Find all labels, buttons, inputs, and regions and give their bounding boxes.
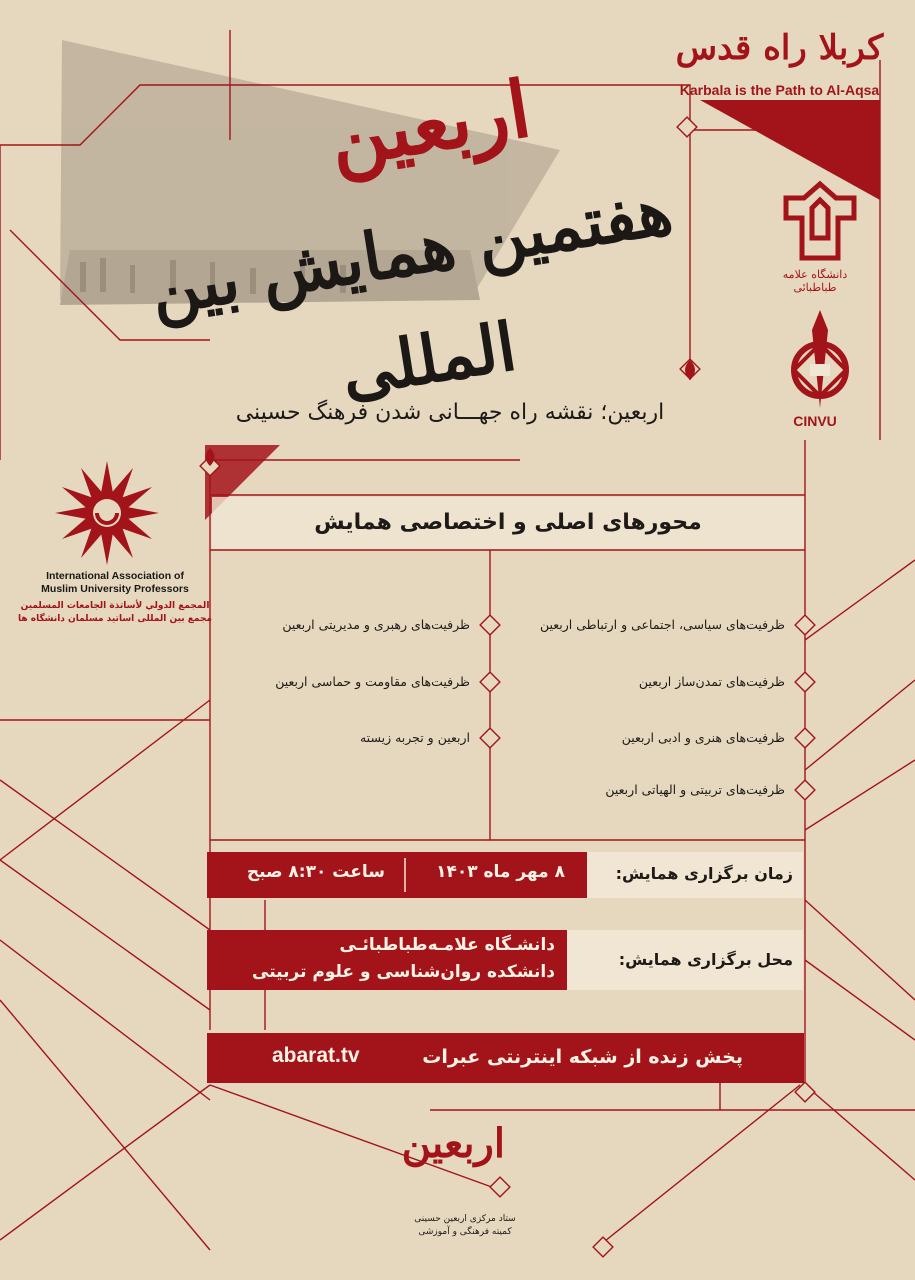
campaign-logo	[672, 18, 887, 98]
axis-right-3: ظرفیت‌های هنری و ادبی اربعین	[621, 730, 785, 745]
iaup-english-name	[10, 570, 220, 596]
footer-line1: ستاد مرکزی اربعین حسینی	[414, 1214, 516, 1224]
venue-line2: دانشکده روان‌شناسی و علوم تربیتی	[252, 962, 555, 982]
campaign-tagline: Karbala is the Path to Al-Aqsa	[679, 82, 880, 98]
schedule-time: ساعت ۸:۳۰ صبح	[246, 862, 385, 882]
axis-right-2: ظرفیت‌های تمدن‌ساز اربعین	[638, 674, 785, 689]
iaup-en-line1: International Association of	[46, 570, 184, 582]
campaign-logo-text: کربلا راه قدس	[675, 28, 884, 68]
footer-line2: کمیته فرهنگی و آموزشی	[418, 1227, 512, 1237]
subtitle: اربعین؛ نقشه راه جهـــانی شدن فرهنگ حسینی	[235, 400, 665, 425]
schedule-date: ۸ مهر ماه ۱۴۰۳	[436, 862, 565, 882]
cinvu-label: CINVU	[793, 413, 837, 429]
footer-staff	[410, 1213, 520, 1239]
cinvu-logo-icon	[780, 308, 860, 413]
axis-left-2: ظرفیت‌های مقاومت و حماسی اربعین	[275, 674, 470, 689]
title-main: هفتمین همایش بین المللی	[145, 170, 678, 412]
axes-title: محورهای اصلی و اختصاصی همایش	[314, 510, 702, 535]
footer-logo-text: اربعین	[401, 1120, 505, 1167]
venue-label: محل برگزاری همایش:	[618, 950, 793, 969]
axis-left-1: ظرفیت‌های رهبری و مدیریتی اربعین	[282, 617, 470, 632]
iaup-en-line2: Muslim University Professors	[41, 583, 189, 595]
iaup-fa-line2: مجمع بین المللی اساتید مسلمان دانشگاه ها	[18, 614, 212, 624]
schedule-label: زمان برگزاری همایش:	[615, 864, 793, 883]
broadcast-text: پخش زنده از شبکه اینترنتی عبرات	[422, 1046, 743, 1068]
axis-right-4: ظرفیت‌های تربیتی و الهیاتی اربعین	[605, 782, 785, 797]
iaup-ar-line1: المجمع الدولي لأساتذة الجامعات المسلمين	[20, 601, 210, 611]
axis-left-3: اربعین و تجربه زیسته	[359, 730, 470, 745]
axis-right-1: ظرفیت‌های سیاسی، اجتماعی و ارتباطی اربعین	[539, 617, 785, 632]
university-logo-icon	[778, 178, 862, 266]
broadcast-site[interactable]: abarat.tv	[272, 1044, 360, 1067]
title-arbaeen: اربعین	[323, 63, 537, 186]
venue-line1: دانشـگاه علامـه‌طباطبائـی	[339, 935, 555, 955]
iaup-logo-icon	[52, 458, 162, 568]
iaup-arabic-name	[10, 600, 220, 626]
university-name: دانشگاه علامه طباطبائی	[782, 268, 848, 294]
